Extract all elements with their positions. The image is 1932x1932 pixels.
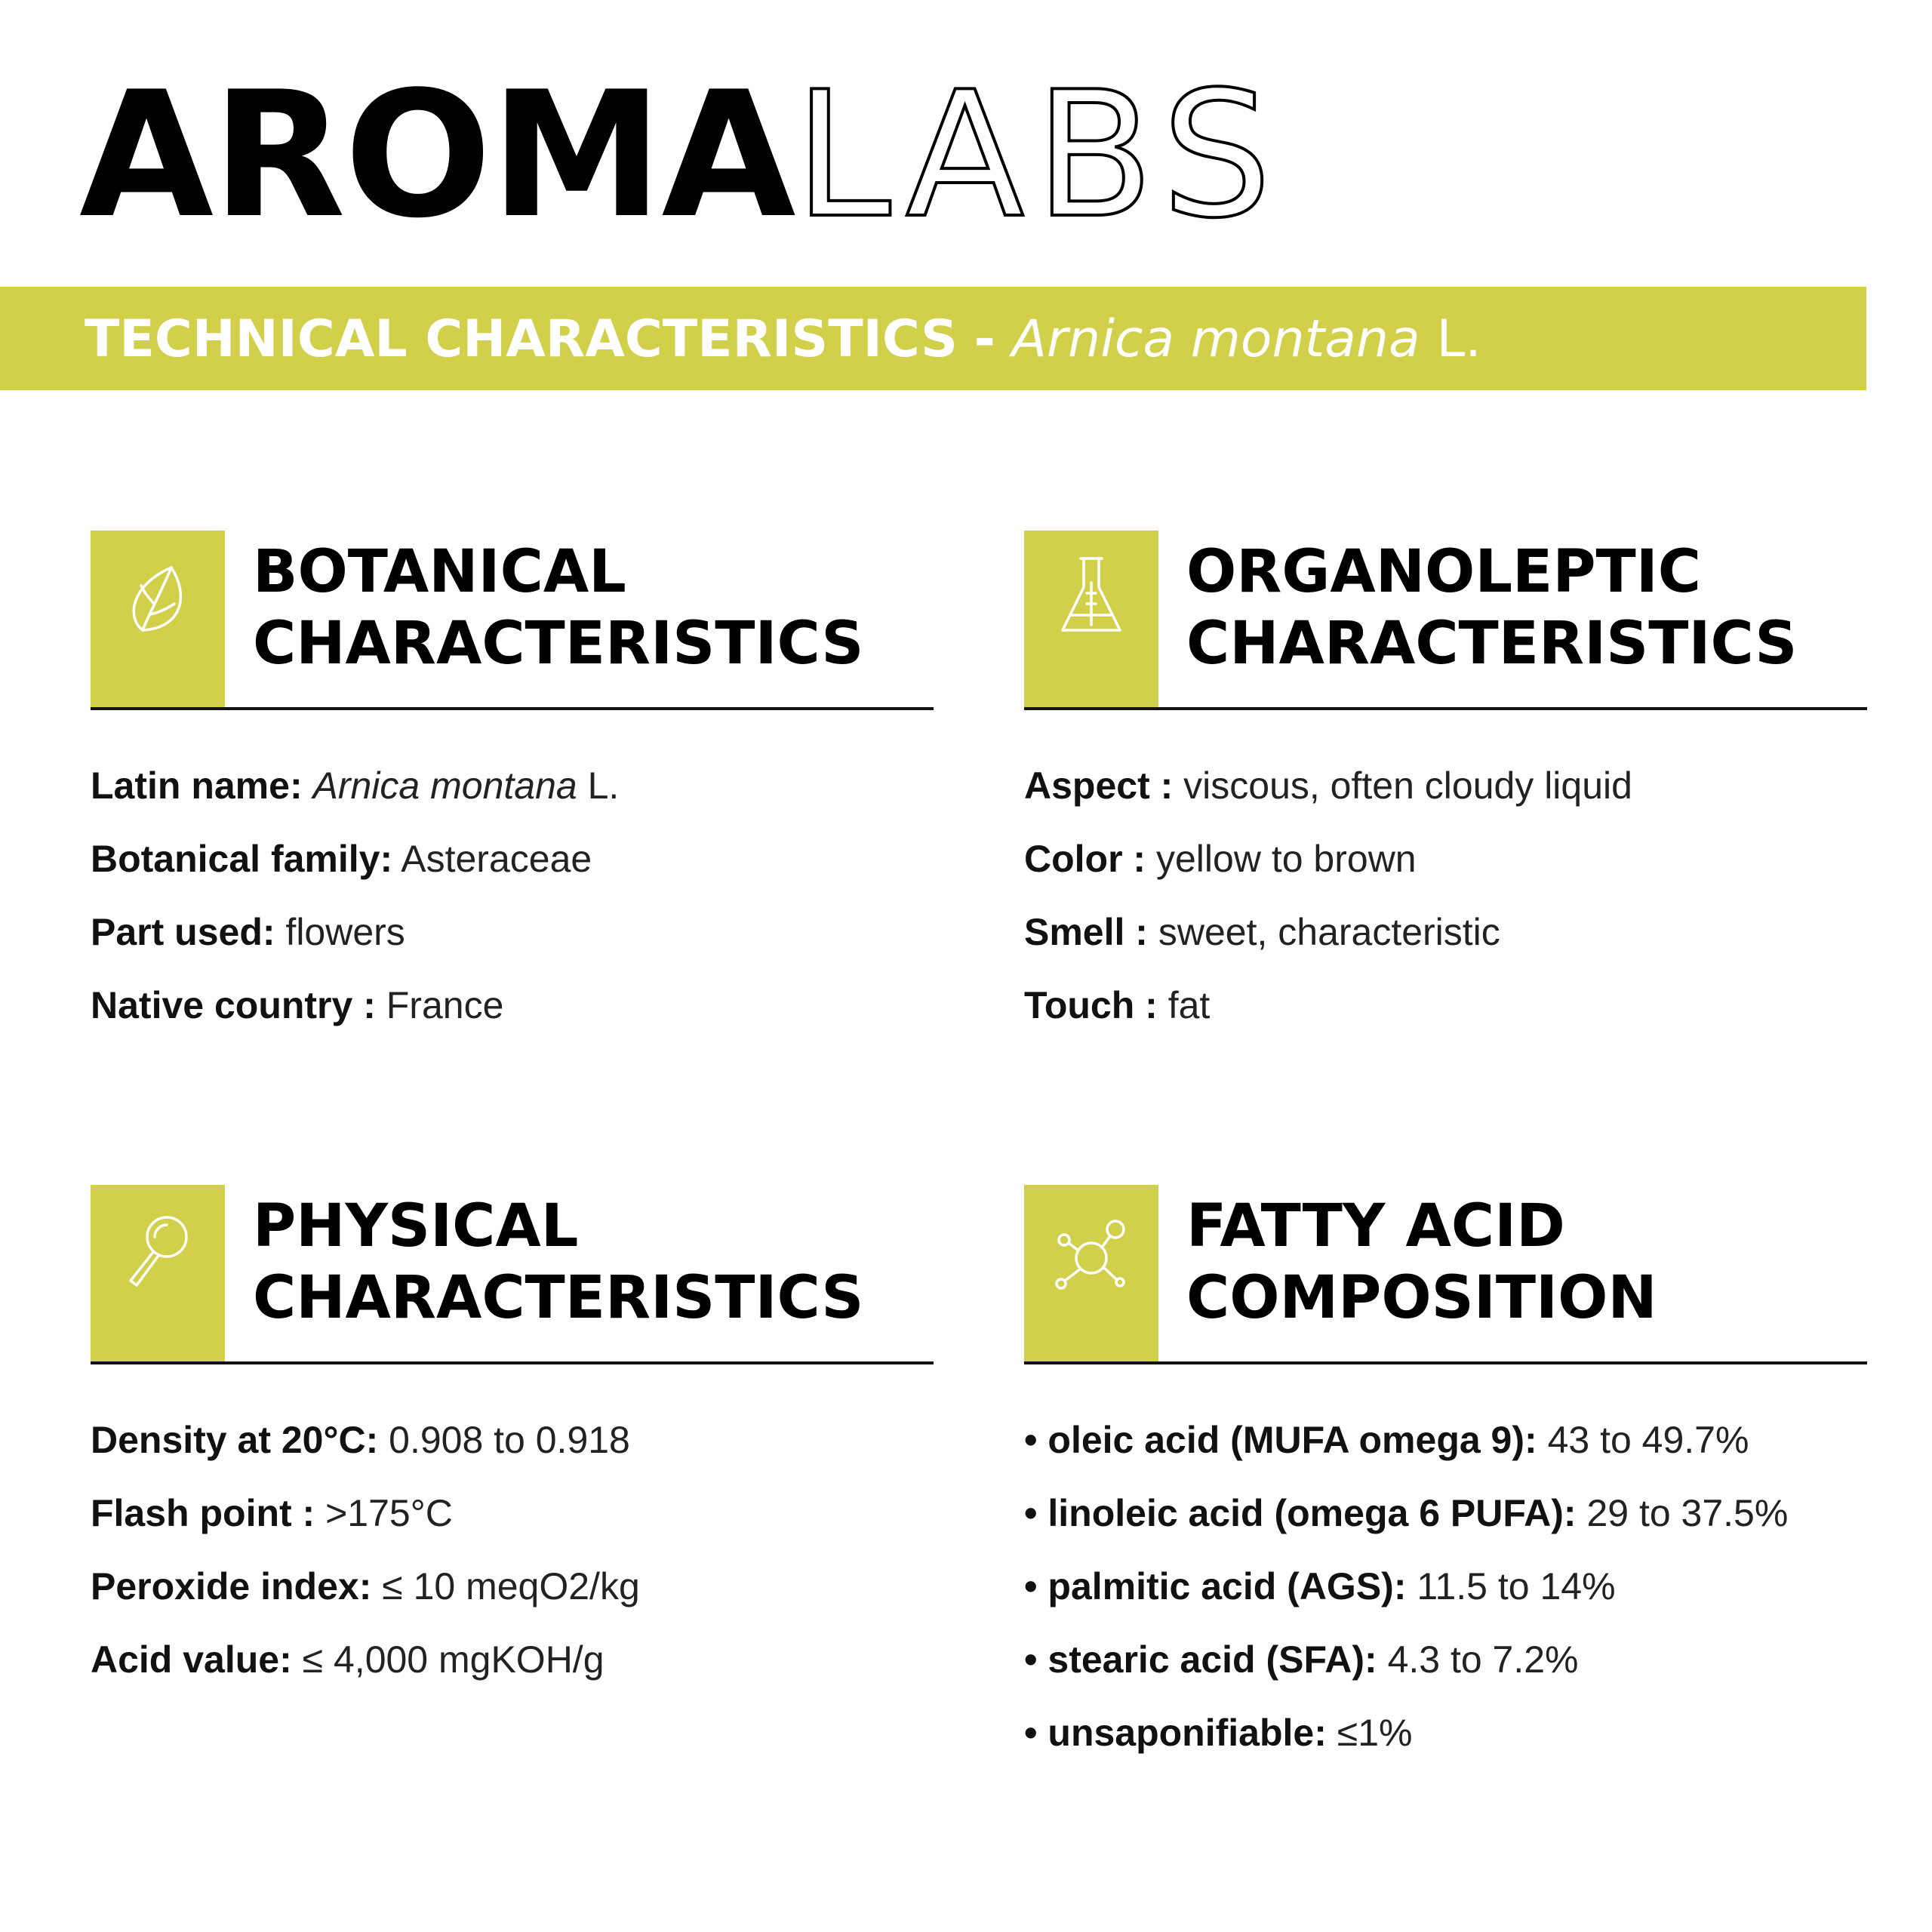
banner-species: Arnica montana: [1011, 309, 1420, 369]
section-divider: [1024, 707, 1867, 710]
icon-box: [1024, 1185, 1158, 1361]
row-color: [1024, 823, 1632, 896]
banner-text: [85, 309, 1481, 370]
row-value: 29 to 37.5%: [1586, 1492, 1789, 1534]
row-value: sweet, characteristic: [1158, 911, 1500, 953]
fatty-acid-section: [1024, 1185, 1867, 1754]
section-title: [1186, 537, 1797, 680]
logo-light-part: [795, 55, 1283, 257]
row-label: Density at 20°C:: [91, 1419, 379, 1461]
row-value: 4.3 to 7.2%: [1387, 1638, 1579, 1681]
row-value: fat: [1168, 984, 1211, 1026]
row-value: flowers: [285, 911, 405, 953]
flask-icon: [1054, 551, 1129, 641]
row-value: L.: [587, 764, 620, 807]
row-touch: [1024, 969, 1632, 1042]
row-label: • linoleic acid (omega 6 PUFA):: [1024, 1492, 1577, 1534]
row-label: • stearic acid (SFA):: [1024, 1638, 1377, 1681]
row-label: • unsaponifiable:: [1024, 1712, 1327, 1754]
row-native-country: [91, 969, 619, 1042]
banner-separator: -: [974, 309, 995, 369]
logo-bold-part: AROMA: [79, 55, 795, 257]
section-header: [1024, 531, 1867, 707]
row-stearic-acid: [1024, 1623, 1788, 1697]
section-header: [91, 1185, 934, 1361]
row-value: 11.5 to 14%: [1417, 1565, 1616, 1607]
row-label: • palmitic acid (AGS):: [1024, 1565, 1407, 1607]
section-divider: [91, 1361, 934, 1364]
row-value: 0.908 to 0.918: [389, 1419, 630, 1461]
row-palmitic-acid: [1024, 1550, 1788, 1623]
botanical-rows: [91, 749, 619, 1042]
row-label: Acid value:: [91, 1638, 292, 1681]
row-label: Touch :: [1024, 984, 1158, 1026]
physical-rows: [91, 1404, 640, 1697]
icon-box: [91, 531, 225, 707]
botanical-section: [91, 531, 934, 1026]
section-title-line1: PHYSICAL: [253, 1192, 579, 1260]
row-value-italic: Arnica montana: [312, 764, 577, 807]
row-label: Latin name:: [91, 764, 303, 807]
row-botanical-family: [91, 823, 619, 896]
section-title-line1: FATTY ACID: [1186, 1192, 1565, 1260]
row-smell: [1024, 896, 1632, 969]
section-title-line2: CHARACTERISTICS: [253, 1264, 864, 1332]
row-label: Color :: [1024, 838, 1146, 880]
logo-light-text: LABS: [794, 55, 1283, 257]
banner-title: TECHNICAL CHARACTERISTICS: [85, 309, 958, 369]
row-label: Part used:: [91, 911, 275, 953]
row-label: Botanical family:: [91, 838, 393, 880]
title-banner: [0, 287, 1866, 390]
row-label: Aspect :: [1024, 764, 1174, 807]
row-value: 43 to 49.7%: [1547, 1419, 1749, 1461]
row-oleic-acid: [1024, 1404, 1788, 1477]
magnifier-icon: [120, 1205, 195, 1296]
leaf-icon: [120, 551, 195, 641]
banner-species-author: L.: [1436, 309, 1481, 369]
row-value: France: [386, 984, 504, 1026]
row-aspect: [1024, 749, 1632, 823]
section-title-line1: ORGANOLEPTIC: [1186, 538, 1701, 606]
row-flash-point: [91, 1477, 640, 1550]
section-title-line1: BOTANICAL: [253, 538, 626, 606]
section-title: [253, 537, 863, 680]
row-peroxide-index: [91, 1550, 640, 1623]
row-label: Peroxide index:: [91, 1565, 372, 1607]
row-value: yellow to brown: [1156, 838, 1417, 880]
row-unsaponifiable: [1024, 1697, 1788, 1770]
section-divider: [1024, 1361, 1867, 1364]
row-value: ≤1%: [1337, 1712, 1413, 1754]
icon-box: [1024, 531, 1158, 707]
row-value: >175°C: [325, 1492, 453, 1534]
row-value: Asteraceae: [401, 838, 592, 880]
icon-box: [91, 1185, 225, 1361]
fatty-acid-rows: [1024, 1404, 1788, 1770]
row-value: ≤ 4,000 mgKOH/g: [302, 1638, 605, 1681]
organoleptic-section: [1024, 531, 1867, 1026]
section-header: [1024, 1185, 1867, 1361]
aromalabs-logo: [79, 55, 1283, 257]
row-acid-value: [91, 1623, 640, 1697]
physical-section: [91, 1185, 934, 1681]
organoleptic-rows: [1024, 749, 1632, 1042]
row-label: • oleic acid (MUFA omega 9):: [1024, 1419, 1537, 1461]
row-value: ≤ 10 meqO2/kg: [382, 1565, 640, 1607]
section-header: [91, 531, 934, 707]
molecule-icon: [1054, 1205, 1129, 1296]
section-title: [1186, 1191, 1657, 1334]
section-divider: [91, 707, 934, 710]
row-density: [91, 1404, 640, 1477]
section-title-line2: CHARACTERISTICS: [1186, 610, 1798, 678]
row-latin-name: [91, 749, 619, 823]
row-linoleic-acid: [1024, 1477, 1788, 1550]
row-part-used: [91, 896, 619, 969]
row-label: Native country :: [91, 984, 376, 1026]
section-title-line2: CHARACTERISTICS: [253, 610, 864, 678]
row-value: viscous, often cloudy liquid: [1183, 764, 1632, 807]
section-title: [253, 1191, 863, 1334]
section-title-line2: COMPOSITION: [1186, 1264, 1657, 1332]
row-label: Smell :: [1024, 911, 1148, 953]
row-label: Flash point :: [91, 1492, 315, 1534]
